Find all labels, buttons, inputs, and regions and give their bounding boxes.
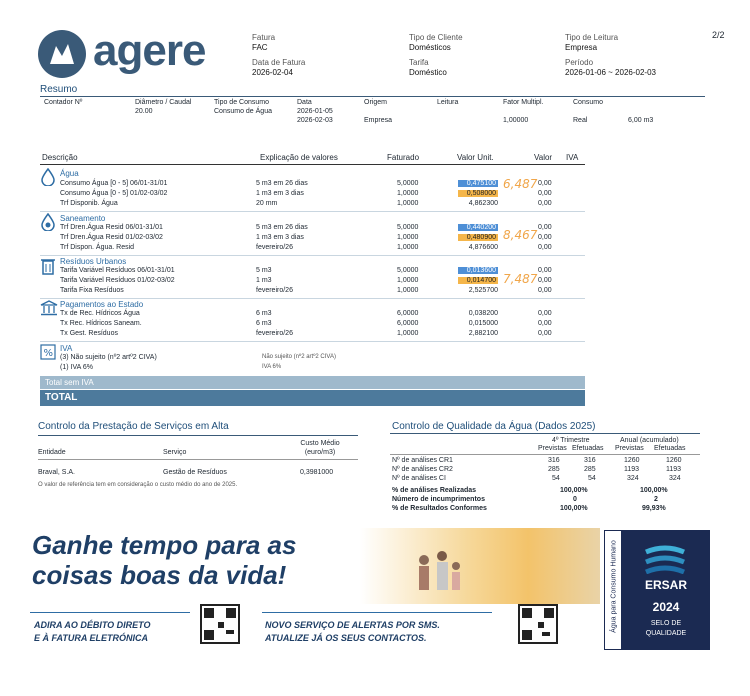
ad-sms-2: ATUALIZE JÁ OS SEUS CONTACTOS. <box>265 633 427 643</box>
row-desc: Tx Gest. Resíduos <box>60 330 118 337</box>
row-unit: 0,038200 <box>468 310 498 317</box>
th-descricao: Descrição <box>42 153 78 162</box>
th-entidade: Entidade <box>38 449 66 456</box>
fatura-value: FAC <box>252 43 268 52</box>
tipo-consumo-value: Consumo de Água <box>214 108 272 115</box>
data-fatura-label: Data de Fatura <box>252 58 306 67</box>
row-unit: 4,862300 <box>468 200 498 207</box>
row-valor: 0,00 <box>538 190 552 197</box>
row-unit: 4,876600 <box>468 244 498 251</box>
iva-row-1-expl: Não sujeito (nº2 artº2 CIVA) <box>262 354 336 360</box>
row-expl: 5 m3 em 26 dias <box>256 180 308 187</box>
row-fat: 1,0000 <box>397 190 419 197</box>
col-consumo: Consumo <box>573 99 603 106</box>
q-row-c: 1260 <box>624 457 640 464</box>
row-expl: 1 m3 <box>256 277 272 284</box>
total-sem-iva-bar: Total sem IVA <box>40 376 585 389</box>
iva-row-1: (3) Não sujeito (nº2 artº2 CIVA) <box>60 354 157 361</box>
th-valor-unit: Valor Unit. <box>457 153 494 162</box>
section-divider <box>40 255 585 256</box>
row-fat: 1,0000 <box>397 330 419 337</box>
col-contador: Contador Nº <box>44 99 83 106</box>
col-fator: Fator Multipl. <box>503 99 544 106</box>
row-valor: 0,00 <box>538 234 552 241</box>
row-desc: Trf Disponib. Água <box>60 200 118 207</box>
q-pct-realizadas-a: 100,00% <box>640 487 668 494</box>
fator-value: 1,00000 <box>503 117 529 124</box>
row-unit: 0,014700 <box>458 277 498 284</box>
row-expl: fevereiro/26 <box>256 287 293 294</box>
ersar-name: ERSAR <box>644 578 687 592</box>
row-desc: Consumo Água [0 - 5] 01/02-03/02 <box>60 190 168 197</box>
th-faturado: Faturado <box>387 153 420 162</box>
handwritten-note-1: 6,487 <box>503 177 538 191</box>
reference-note: O valor de referência tem em consideração o custo médio do ano de 2025. <box>38 482 238 488</box>
tipo-cliente-value: Domésticos <box>409 43 451 52</box>
section-divider <box>40 211 585 212</box>
ad-divider-1 <box>30 612 190 613</box>
q-pct-realizadas: % de análises Realizadas <box>392 487 477 494</box>
qualidade-divider <box>390 433 700 434</box>
ad-divider-2 <box>262 612 492 613</box>
row-fat: 1,0000 <box>397 200 419 207</box>
government-building-icon <box>40 300 58 316</box>
qr-code-icon[interactable] <box>518 604 558 644</box>
tipo-leitura-label: Tipo de Leitura <box>565 33 619 42</box>
q-previstas-t: Previstas <box>538 445 567 452</box>
th-custo-unit: (euro/m3) <box>304 449 336 456</box>
category-residuos: Resíduos Urbanos <box>60 257 127 266</box>
data-fatura-value: 2026-02-04 <box>252 68 293 77</box>
ad-headline-1: Ganhe tempo para as <box>32 530 297 560</box>
row-unit: 2,882100 <box>468 330 498 337</box>
row-fat: 5,0000 <box>397 180 419 187</box>
th-servico: Serviço <box>163 449 187 456</box>
data-2: 2026-02-03 <box>297 117 333 124</box>
row-desc: Trf Dispon. Água. Resid <box>60 244 135 251</box>
row-valor: 0,00 <box>538 180 552 187</box>
q-row-b: 54 <box>588 475 596 482</box>
row-fat: 5,0000 <box>397 267 419 274</box>
row-valor: 0,00 <box>538 267 552 274</box>
row-valor: 0,00 <box>538 310 552 317</box>
fatura-label: Fatura <box>252 33 276 42</box>
row-valor: 0,00 <box>538 224 552 231</box>
controlo-alta-divider <box>38 435 358 436</box>
handwritten-note-2: 8,467 <box>503 228 538 242</box>
row-desc: Trf Dren.Água Resid 01/02-03/02 <box>60 234 163 241</box>
row-valor: 0,00 <box>538 320 552 327</box>
resumo-divider <box>40 96 705 97</box>
entidade-value: Braval, S.A. <box>38 469 75 476</box>
q-pct-conformes-a: 99,93% <box>642 505 666 512</box>
q-previstas-a: Previstas <box>615 445 644 452</box>
row-fat: 1,0000 <box>397 234 419 241</box>
q-row-b: 316 <box>584 457 596 464</box>
q-row-label: Nº de análises CI <box>392 475 446 482</box>
handwritten-note-3: 7,487 <box>503 272 538 286</box>
col-tipo-consumo: Tipo de Consumo <box>214 99 269 106</box>
q-pct-conformes: % de Resultados Conformes <box>392 505 487 512</box>
q-trimestre: 4º Trimestre <box>552 437 590 444</box>
water-drop-icon <box>40 168 56 186</box>
ersar-seal <box>622 530 710 650</box>
row-expl: 6 m3 <box>256 320 272 327</box>
ad-sms-1: NOVO SERVIÇO DE ALERTAS POR SMS. <box>265 620 440 630</box>
q-incumprimentos: Número de incumprimentos <box>392 496 485 503</box>
q-row-d: 324 <box>669 475 681 482</box>
row-expl: 1 m3 em 3 dias <box>256 190 304 197</box>
page-number: 2/2 <box>712 30 725 40</box>
ersar-logo-icon <box>642 544 688 574</box>
q-row-a: 316 <box>548 457 560 464</box>
category-estado: Pagamentos ao Estado <box>60 300 144 309</box>
category-iva: IVA <box>60 344 73 353</box>
q-row-b: 285 <box>584 466 596 473</box>
data-1: 2026-01-05 <box>297 108 333 115</box>
row-valor: 0,00 <box>538 244 552 251</box>
tarifa-value: Doméstico <box>409 68 447 77</box>
th-iva: IVA <box>566 153 579 162</box>
row-expl: 6 m3 <box>256 310 272 317</box>
row-unit: 0,015000 <box>468 320 498 327</box>
family-field-photo <box>360 528 600 604</box>
row-expl: fevereiro/26 <box>256 330 293 337</box>
row-desc: Tarifa Variável Resíduos 01/02-03/02 <box>60 277 175 284</box>
q-pct-realizadas-t: 100,00% <box>560 487 588 494</box>
row-fat: 6,0000 <box>397 320 419 327</box>
origem-value: Empresa <box>364 117 393 124</box>
tipo-leitura-value: Empresa <box>565 43 598 52</box>
table-row <box>60 200 590 210</box>
q-incumprimentos-t: 0 <box>573 496 577 503</box>
periodo-label: Período <box>565 58 594 67</box>
percent-icon <box>40 344 56 360</box>
row-fat: 1,0000 <box>397 287 419 294</box>
row-expl: fevereiro/26 <box>256 244 293 251</box>
row-valor: 0,00 <box>538 200 552 207</box>
seal-vertical-strip <box>604 530 622 650</box>
th-valor: Valor <box>534 153 553 162</box>
row-desc: Trf Dren.Água Resid 06/01-31/01 <box>60 224 163 231</box>
qualidade-title: Controlo de Qualidade da Água (Dados 2025) <box>392 421 596 432</box>
category-saneamento: Saneamento <box>60 214 106 223</box>
resumo-title: Resumo <box>40 84 78 95</box>
periodo-value: 2026-01-06 ~ 2026-02-03 <box>565 68 656 77</box>
table-row <box>60 190 590 200</box>
section-divider <box>40 298 585 299</box>
qualidade-line <box>390 454 700 455</box>
svg-text:%: % <box>43 348 54 359</box>
consumo-tipo: Real <box>573 117 588 124</box>
row-unit: 0,475100 <box>458 180 498 187</box>
table-row <box>60 330 590 340</box>
th-explicacao: Explicação de valores <box>260 153 338 162</box>
q-efetuadas-a: Efetuadas <box>654 445 686 452</box>
iva-row-2-expl: IVA 6% <box>262 364 282 370</box>
row-unit: 0,508000 <box>458 190 498 197</box>
col-origem: Origem <box>364 99 387 106</box>
col-diametro: Diâmetro / Caudal <box>135 99 192 106</box>
q-row-c: 1193 <box>624 466 640 473</box>
ad-debito-2: E À FATURA ELETRÓNICA <box>34 633 148 643</box>
row-desc: Tx de Rec. Hídricos Água <box>60 310 140 317</box>
table-row <box>60 244 590 254</box>
row-unit: 2,525700 <box>468 287 498 294</box>
family-silhouette-icon <box>410 548 470 604</box>
drop-cycle-icon <box>40 213 56 231</box>
table-row <box>60 287 590 297</box>
row-desc: Tx Rec. Hídricos Saneam. <box>60 320 142 327</box>
q-efetuadas-t: Efetuadas <box>572 445 604 452</box>
q-row-label: Nº de análises CR1 <box>392 457 453 464</box>
brand-logo-text: agere <box>93 26 206 75</box>
q-row-d: 1193 <box>666 466 682 473</box>
q-anual: Anual (acumulado) <box>620 437 679 444</box>
row-valor: 0,00 <box>538 330 552 337</box>
row-desc: Tarifa Variável Resíduos 06/01-31/01 <box>60 267 175 274</box>
q-row-a: 285 <box>548 466 560 473</box>
qr-code-icon[interactable] <box>200 604 240 644</box>
custo-value: 0,3981000 <box>300 469 334 476</box>
total-bar: TOTAL <box>40 390 585 406</box>
consumo-value: 6,00 m3 <box>628 117 654 124</box>
table-row <box>60 320 590 330</box>
seal-label-2: QUALIDADE <box>645 630 687 637</box>
row-expl: 1 m3 em 3 dias <box>256 234 304 241</box>
ad-debito-1: ADIRA AO DÉBITO DIRETO <box>34 620 151 630</box>
table-header-line <box>40 164 585 165</box>
seal-year: 2024 <box>652 600 680 614</box>
trash-bin-icon <box>40 257 56 275</box>
q-row-d: 1260 <box>666 457 682 464</box>
controlo-alta-line <box>38 459 358 460</box>
q-pct-conformes-t: 100,00% <box>560 505 588 512</box>
tipo-cliente-label: Tipo de Cliente <box>409 33 463 42</box>
q-incumprimentos-a: 2 <box>654 496 658 503</box>
controlo-alta-title: Controlo da Prestação de Serviços em Alta <box>38 421 229 432</box>
row-fat: 5,0000 <box>397 224 419 231</box>
iva-row-2: (1) IVA 6% <box>60 364 93 371</box>
row-valor: 0,00 <box>538 277 552 284</box>
row-desc: Tarifa Fixa Resíduos <box>60 287 124 294</box>
row-desc: Consumo Água [0 - 5] 06/01-31/01 <box>60 180 168 187</box>
row-expl: 5 m3 <box>256 267 272 274</box>
q-row-c: 324 <box>627 475 639 482</box>
table-row <box>60 310 590 320</box>
seal-label-1: SELO DE <box>650 620 682 627</box>
row-unit: 0,480900 <box>458 234 498 241</box>
diametro-value: 20.00 <box>135 108 153 115</box>
tarifa-label: Tarifa <box>409 58 429 67</box>
servico-value: Gestão de Resíduos <box>163 469 227 476</box>
q-row-label: Nº de análises CR2 <box>392 466 453 473</box>
q-row-a: 54 <box>552 475 560 482</box>
row-unit: 0,440200 <box>458 224 498 231</box>
ad-headline-2: coisas boas da vida! <box>32 560 287 590</box>
col-leitura: Leitura <box>437 99 459 106</box>
row-fat: 1,0000 <box>397 277 419 284</box>
seal-vertical-text: Água para Consumo Humano <box>610 540 618 633</box>
category-agua: Água <box>60 169 79 178</box>
col-data: Data <box>297 99 312 106</box>
section-divider <box>40 341 585 342</box>
row-unit: 0,013600 <box>458 267 498 274</box>
row-fat: 1,0000 <box>397 244 419 251</box>
agere-logo-icon <box>38 30 86 78</box>
th-custo-medio: Custo Médio <box>300 440 340 447</box>
row-expl: 20 mm <box>256 200 278 207</box>
row-expl: 5 m3 em 26 dias <box>256 224 308 231</box>
row-valor: 0,00 <box>538 287 552 294</box>
row-fat: 6,0000 <box>397 310 419 317</box>
